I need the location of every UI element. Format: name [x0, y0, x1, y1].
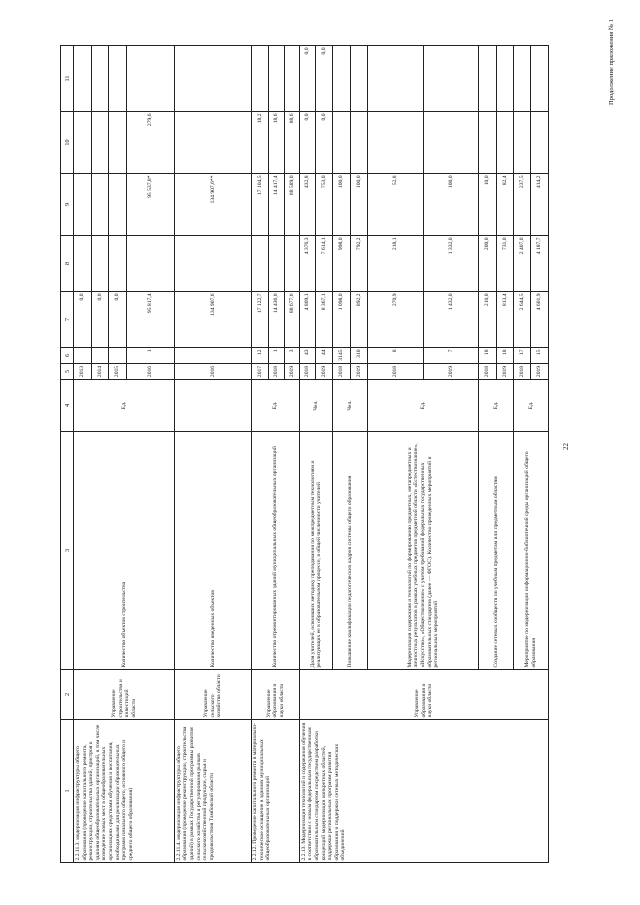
regional-funding-cell: 88 589,0	[284, 174, 300, 236]
federal-funding-cell: 1 332,0	[423, 236, 479, 292]
federal-funding-cell	[251, 236, 268, 292]
unit-cell	[175, 380, 251, 432]
total-funding-cell: 892,2	[350, 292, 367, 348]
local-funding-cell	[368, 112, 424, 174]
header-cell: 6	[61, 348, 74, 364]
total-funding-cell: 17 122,7	[251, 292, 268, 348]
other-funding-cell	[269, 46, 285, 112]
federal-funding-cell: 200,0	[479, 236, 496, 292]
other-funding-cell	[109, 46, 126, 112]
year-cell: 2019	[315, 364, 332, 380]
local-funding-cell	[333, 112, 350, 174]
year-cell: 2016	[175, 364, 251, 380]
unit-cell: Чел.	[300, 380, 333, 432]
regional-funding-cell	[91, 174, 108, 236]
indicator-name-cell: Доля учителей, освоивших методику преподавания по межпредметным технологиям и реализующих ее в образовательном процессе, в общей численности учителей	[300, 432, 333, 670]
total-funding-cell: 95 817,4	[126, 292, 175, 348]
indicator-value-cell	[109, 348, 126, 364]
regional-funding-cell: 432,8	[300, 174, 316, 236]
header-cell: 1	[61, 720, 74, 863]
federal-funding-cell: 2 407,0	[514, 236, 531, 292]
header-cell: 4	[61, 380, 74, 432]
indicator-value-cell: 3	[284, 348, 300, 364]
other-funding-cell	[368, 46, 424, 112]
indicator-name-cell: Создание сетевых сообществ по учебным предметам или предметным областям	[479, 432, 514, 670]
local-funding-cell: 279,6	[126, 112, 175, 174]
table-row	[300, 46, 316, 863]
indicator-value-cell: 1	[269, 348, 285, 364]
federal-funding-cell: 4 187,7	[531, 236, 549, 292]
indicator-name-cell: Количество введенных объектов	[175, 432, 251, 670]
federal-funding-cell	[175, 236, 251, 292]
total-funding-cell: 270,9	[368, 292, 424, 348]
regional-funding-cell	[109, 174, 126, 236]
year-cell: 2019	[531, 364, 549, 380]
federal-funding-cell: 998,0	[333, 236, 350, 292]
local-funding-cell	[531, 112, 549, 174]
year-cell: 2015	[109, 364, 126, 380]
header-cell: 5	[61, 364, 74, 380]
header-row	[61, 46, 74, 863]
local-funding-cell	[109, 112, 126, 174]
executor-cell: Управление образования и науки области	[300, 670, 549, 720]
regional-funding-cell: 100,0	[423, 174, 479, 236]
table-body	[74, 46, 549, 863]
indicator-name-cell: Мероприятие по модернизации информационно-библиотечной среды организаций общего образования	[514, 432, 549, 670]
indicator-value-cell	[175, 348, 251, 364]
indicator-value-cell	[74, 348, 91, 364]
regional-funding-cell: 82,4	[496, 174, 513, 236]
regional-funding-cell: 95 537,8*	[126, 174, 175, 236]
unit-cell: Чел.	[333, 380, 368, 432]
total-funding-cell: 14 436,0	[269, 292, 285, 348]
indicator-value-cell: 310	[350, 348, 367, 364]
total-funding-cell: 134 907,6	[175, 292, 251, 348]
other-funding-cell: 0,0	[315, 46, 332, 112]
other-funding-cell	[350, 46, 367, 112]
other-funding-cell	[531, 46, 549, 112]
indicator-name-cell: Повышение квалификации педагогических кадров системы общего образования	[333, 432, 368, 670]
other-funding-cell	[333, 46, 350, 112]
total-funding-cell: 4 601,9	[531, 292, 549, 348]
continuation-note: Продолжение приложения № 1	[608, 19, 615, 105]
regional-funding-cell: 14 417,4	[269, 174, 285, 236]
local-funding-cell: 0,0	[315, 112, 332, 174]
total-funding-cell: 4 809,1	[300, 292, 316, 348]
other-funding-cell	[496, 46, 513, 112]
federal-funding-cell: 4 376,3	[300, 236, 316, 292]
measure-name-cell: 2.2.11.4. модернизация инфраструктуры общего образования (проведение реконструкции, строительства зданий) в рамках Государственной программы развития сельского хозяйства и регулирования рынков сельскохозяйственной продукции, сырья и продовольствия Тамбовской области	[175, 720, 251, 863]
regional-funding-cell: 10,0	[479, 174, 496, 236]
indicator-value-cell: 43	[300, 348, 316, 364]
executor-cell: Управление строительства и инвестиций области	[74, 670, 175, 720]
indicator-value-cell: 7	[423, 348, 479, 364]
year-cell: 2018	[269, 364, 285, 380]
local-funding-cell	[91, 112, 108, 174]
other-funding-cell	[423, 46, 479, 112]
unit-cell: Ед.	[479, 380, 514, 432]
table-row	[74, 46, 91, 863]
regional-funding-cell	[74, 174, 91, 236]
measure-name-cell: 2.2.13. Модернизация технологий и содержания обучения в соответствии с новым федеральным государственным образовательным стандартом посредством разработки концепций модернизации конкретных областей, поддержки региональных программ развития образования и поддержки сетевых методических объединений	[300, 720, 549, 863]
federal-funding-cell	[284, 236, 300, 292]
total-funding-cell: 1 098,0	[333, 292, 350, 348]
total-funding-cell: 88 677,6	[284, 292, 300, 348]
year-cell: 2018	[333, 364, 350, 380]
federal-funding-cell	[269, 236, 285, 292]
year-cell: 2014	[91, 364, 108, 380]
year-cell: 2013	[74, 364, 91, 380]
header-cell: 9	[61, 174, 74, 236]
total-funding-cell: 813,4	[496, 292, 513, 348]
local-funding-cell: 18,6	[269, 112, 285, 174]
other-funding-cell	[175, 46, 251, 112]
total-funding-cell: 2 644,5	[514, 292, 531, 348]
indicator-value-cell: 17	[514, 348, 531, 364]
federal-funding-cell: 218,1	[368, 236, 424, 292]
local-funding-cell	[423, 112, 479, 174]
header-cell: 2	[61, 670, 74, 720]
other-funding-cell: 0,0	[300, 46, 316, 112]
local-funding-cell: 0,0	[300, 112, 316, 174]
local-funding-cell	[74, 112, 91, 174]
regional-funding-cell: 134 907,6**	[175, 174, 251, 236]
header-cell: 3	[61, 432, 74, 670]
other-funding-cell	[479, 46, 496, 112]
regional-funding-cell: 753,0	[315, 174, 332, 236]
executor-cell: Управление сельского хозяйства области	[175, 670, 251, 720]
measure-name-cell: 2.2.12. Проведение капитального ремонта в материально-техническое оснащение в зданиях муниципальных общеобразовательных организаций	[251, 720, 300, 863]
year-cell: 2019	[350, 364, 367, 380]
local-funding-cell	[514, 112, 531, 174]
federal-funding-cell: 792,2	[350, 236, 367, 292]
regional-funding-cell: 100,0	[350, 174, 367, 236]
other-funding-cell	[284, 46, 300, 112]
federal-funding-cell	[126, 236, 175, 292]
federal-funding-cell	[74, 236, 91, 292]
measure-name-cell: 2.2.11.3. модернизация инфраструктуры общего образования (проведение капитального ремонта, реконструкции, строительства зданий, пристроя к зданиям общеобразовательных организаций, в том числе возведение новых мест в общеобразовательных организациях средствами обучения и воспитания, необходимыми для реализации образовательных программ начального общего, основного общего и среднего общего образования)	[74, 720, 175, 863]
other-funding-cell	[251, 46, 268, 112]
federal-funding-cell	[91, 236, 108, 292]
local-funding-cell	[496, 112, 513, 174]
federal-funding-cell: 7 614,1	[315, 236, 332, 292]
indicator-value-cell: 15	[531, 348, 549, 364]
appendix-table	[60, 45, 549, 863]
total-funding-cell: 8 367,1	[315, 292, 332, 348]
unit-cell: Ед.	[368, 380, 479, 432]
year-cell: 2019	[496, 364, 513, 380]
header-cell: 11	[61, 46, 74, 112]
year-cell: 2018	[300, 364, 316, 380]
other-funding-cell	[74, 46, 91, 112]
year-cell: 2018	[368, 364, 424, 380]
indicator-name-cell: Количество отремонтированных зданий муниципальных общеобразовательных организаций	[251, 432, 300, 670]
regional-funding-cell: 17 104,5	[251, 174, 268, 236]
table-row	[251, 46, 268, 863]
local-funding-cell	[479, 112, 496, 174]
federal-funding-cell	[109, 236, 126, 292]
total-funding-cell: 0,0	[91, 292, 108, 348]
total-funding-cell: 210,0	[479, 292, 496, 348]
indicator-name-cell: Модернизация содержания и технологий по формированию предметных, метапредметных и личностных результатов в рамках учебных предметов предметной области «Естествознание», «Искусство», «Обществознание» с учетом требований федеральных государственных образовательных стандартов (далее — ФГОС). Количество проведенных мероприятий и региональных мероприятий	[368, 432, 479, 670]
year-cell: 2017	[251, 364, 268, 380]
total-funding-cell: 0,0	[109, 292, 126, 348]
regional-funding-cell: 237,5	[514, 174, 531, 236]
header-cell: 7	[61, 292, 74, 348]
other-funding-cell	[514, 46, 531, 112]
other-funding-cell	[126, 46, 175, 112]
total-funding-cell: 1 432,0	[423, 292, 479, 348]
year-cell: 2019	[423, 364, 479, 380]
header-cell: 8	[61, 236, 74, 292]
indicator-name-cell: Количество объектов строительства	[74, 432, 175, 670]
indicator-value-cell: 18	[479, 348, 496, 364]
indicator-value-cell: 12	[251, 348, 268, 364]
indicator-value-cell: 1	[126, 348, 175, 364]
local-funding-cell: 88,6	[284, 112, 300, 174]
local-funding-cell: 18,2	[251, 112, 268, 174]
other-funding-cell	[91, 46, 108, 112]
indicator-value-cell: 3145	[333, 348, 350, 364]
executor-cell: Управление образования и науки области	[251, 670, 300, 720]
year-cell: 2018	[479, 364, 496, 380]
year-cell: 2016	[126, 364, 175, 380]
regional-funding-cell: 52,8	[368, 174, 424, 236]
year-cell: 2019	[284, 364, 300, 380]
total-funding-cell: 0,0	[74, 292, 91, 348]
page-number: 22	[562, 443, 570, 450]
indicator-value-cell: 44	[315, 348, 332, 364]
federal-funding-cell: 731,0	[496, 236, 513, 292]
table-row	[175, 46, 251, 863]
unit-cell: Ед.	[514, 380, 549, 432]
regional-funding-cell: 414,2	[531, 174, 549, 236]
unit-cell: Ед.	[251, 380, 300, 432]
year-cell: 2018	[514, 364, 531, 380]
regional-funding-cell: 100,0	[333, 174, 350, 236]
header-cell: 10	[61, 112, 74, 174]
indicator-value-cell: 8	[368, 348, 424, 364]
unit-cell: Ед.	[74, 380, 175, 432]
local-funding-cell	[350, 112, 367, 174]
indicator-value-cell	[91, 348, 108, 364]
indicator-value-cell: 18	[496, 348, 513, 364]
local-funding-cell	[175, 112, 251, 174]
